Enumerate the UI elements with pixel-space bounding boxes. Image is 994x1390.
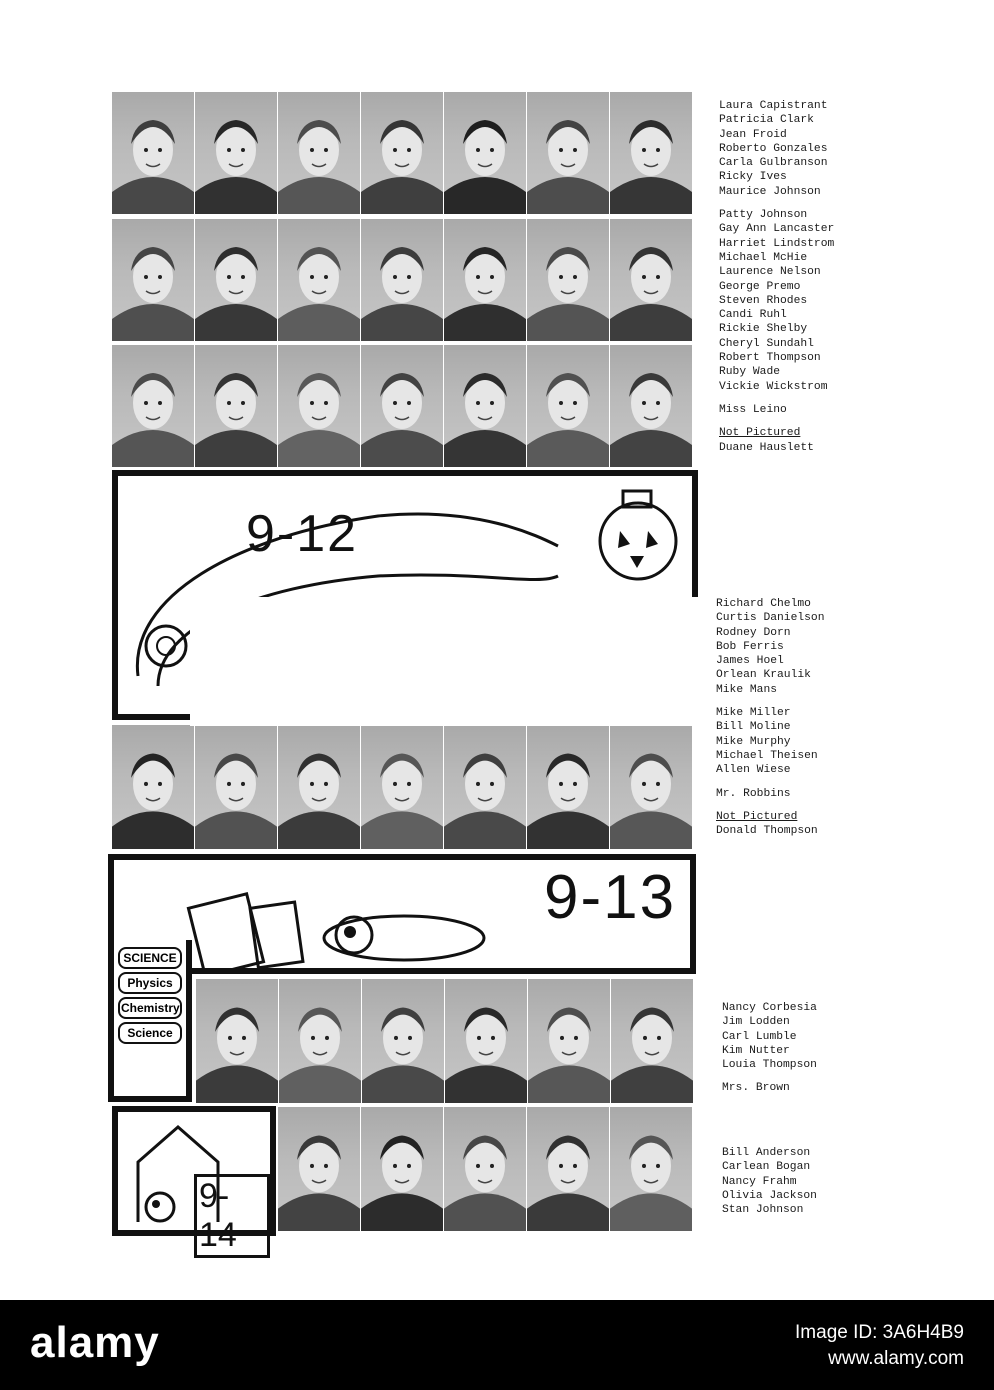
student-portrait (112, 92, 194, 214)
student-portrait (195, 725, 277, 849)
book-stack (108, 940, 192, 1102)
student-portrait (610, 1107, 692, 1231)
student-name: Mike Miller (716, 707, 791, 720)
names-section-3 (722, 1001, 817, 1096)
student-portrait (362, 979, 444, 1103)
student-name: Mike Mans (716, 683, 778, 696)
student-portrait (527, 345, 609, 467)
student-name: Not Pictured (716, 810, 798, 823)
student-name: Duane Hauslett (719, 441, 814, 454)
student-portrait (610, 345, 692, 467)
student-name: Vickie Wickstrom (719, 380, 828, 393)
student-name: Ruby Wade (719, 366, 781, 379)
student-name: Richard Chelmo (716, 598, 811, 610)
site-url: www.alamy.com (828, 1348, 964, 1369)
student-name: Jean Froid (719, 128, 787, 141)
doghouse-drawing (112, 1106, 276, 1254)
student-name: Bob Ferris (716, 640, 784, 653)
student-portrait (112, 725, 194, 849)
student-portrait (361, 1107, 443, 1231)
student-name: Harriet Lindstrom (719, 237, 835, 250)
student-name: Kim Nutter (722, 1044, 790, 1057)
student-portrait (195, 345, 277, 467)
student-name: Allen Wiese (716, 764, 791, 777)
student-name: Laura Capistrant (719, 100, 828, 112)
student-name: Carla Gulbranson (719, 157, 828, 170)
student-name: Nancy Frahm (722, 1175, 797, 1188)
student-name: Bill Moline (716, 721, 791, 734)
student-name: Mrs. Brown (722, 1082, 790, 1095)
student-name: Jim Lodden (722, 1016, 790, 1029)
student-name: Michael McHie (719, 251, 808, 264)
student-name: Roberto Gonzales (719, 142, 828, 155)
student-portrait (444, 725, 526, 849)
student-name: Olivia Jackson (722, 1189, 817, 1202)
student-name: Michael Theisen (716, 749, 818, 762)
student-name: Mike Murphy (716, 735, 791, 748)
student-portrait (196, 979, 278, 1103)
student-portrait (112, 345, 194, 467)
student-name: Maurice Johnson (719, 185, 821, 198)
student-portrait (445, 979, 527, 1103)
doghouse-label: 9-14 (194, 1174, 270, 1258)
student-name: Donald Thompson (716, 825, 818, 838)
student-portrait (610, 725, 692, 849)
student-name: Carl Lumble (722, 1030, 797, 1043)
stock-info (795, 1322, 964, 1370)
student-portrait (527, 92, 609, 214)
book-spine: Science (118, 1022, 182, 1044)
student-name: Candi Ruhl (719, 309, 787, 322)
image-id: Image ID: 3A6H4B9 (795, 1322, 964, 1343)
student-name: Louia Thompson (722, 1059, 817, 1072)
student-name: Patty Johnson (719, 209, 808, 222)
student-name: Mr. Robbins (716, 787, 791, 800)
student-portrait (278, 1107, 360, 1231)
student-portrait (361, 345, 443, 467)
student-name: Laurence Nelson (719, 266, 821, 279)
student-name: Patricia Clark (719, 114, 814, 127)
student-portrait (278, 219, 360, 341)
name-gap (716, 778, 824, 787)
student-name: George Premo (719, 280, 801, 293)
student-portrait (527, 725, 609, 849)
name-gap (722, 1072, 817, 1081)
student-portrait (444, 1107, 526, 1231)
book-spine: SCIENCE (118, 947, 182, 969)
student-name: Robert Thompson (719, 352, 821, 365)
stock-footer (0, 1300, 994, 1390)
names-section-4 (722, 1146, 817, 1217)
name-gap (716, 801, 824, 810)
student-portrait (195, 92, 277, 214)
brand-logo: alamy (30, 1318, 160, 1367)
name-gap (716, 697, 824, 706)
student-name: Stan Johnson (722, 1204, 804, 1217)
names-section-2 (716, 597, 824, 838)
student-name: Nancy Corbesia (722, 1002, 817, 1014)
student-name: Not Pictured (719, 427, 801, 440)
student-portrait (610, 219, 692, 341)
student-name: Rickie Shelby (719, 323, 808, 336)
student-portrait (361, 92, 443, 214)
student-portrait (279, 979, 361, 1103)
student-portrait (610, 92, 692, 214)
student-portrait (278, 345, 360, 467)
student-name: Rodney Dorn (716, 626, 791, 639)
student-name: Carlean Bogan (722, 1161, 811, 1174)
student-name: Ricky Ives (719, 171, 787, 184)
names-section-1 (719, 99, 834, 455)
student-name: Steven Rhodes (719, 294, 808, 307)
student-name: Orlean Kraulik (716, 669, 811, 682)
student-portrait (361, 219, 443, 341)
student-portrait (361, 725, 443, 849)
student-portrait (278, 92, 360, 214)
student-portrait (528, 979, 610, 1103)
name-gap (719, 199, 834, 208)
student-portrait (444, 219, 526, 341)
student-name: Bill Anderson (722, 1147, 811, 1159)
dog-books-drawing (108, 854, 696, 974)
film-label: 9-12 (246, 505, 359, 563)
student-name: James Hoel (716, 655, 784, 668)
book-spine: Chemistry (118, 997, 182, 1019)
dog-label: 9-13 (544, 863, 677, 932)
name-gap (719, 417, 834, 426)
student-name: Cheryl Sundahl (719, 337, 814, 350)
film-panel-inset (190, 597, 698, 726)
student-portrait (444, 345, 526, 467)
student-portrait (112, 219, 194, 341)
book-spine: Physics (118, 972, 182, 994)
student-portrait (195, 219, 277, 341)
student-portrait (444, 92, 526, 214)
student-portrait (611, 979, 693, 1103)
student-name: Curtis Danielson (716, 612, 825, 625)
student-name: Miss Leino (719, 403, 787, 416)
student-portrait (278, 725, 360, 849)
student-portrait (527, 1107, 609, 1231)
student-name: Gay Ann Lancaster (719, 223, 835, 236)
student-portrait (527, 219, 609, 341)
name-gap (719, 394, 834, 403)
